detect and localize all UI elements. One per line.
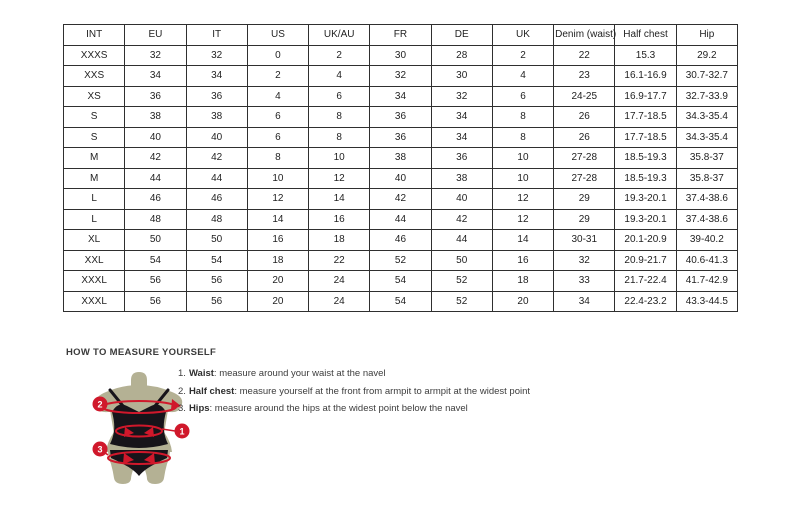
table-cell: 42: [431, 209, 492, 230]
table-cell: 15.3: [615, 45, 676, 66]
table-cell: 37.4-38.6: [676, 189, 737, 210]
table-cell: 36: [370, 107, 431, 128]
table-cell: 20: [492, 291, 553, 312]
table-cell: 46: [125, 189, 186, 210]
table-cell: 22: [554, 45, 615, 66]
column-header: IT: [186, 25, 247, 46]
table-cell: 37.4-38.6: [676, 209, 737, 230]
table-cell: 40: [370, 168, 431, 189]
column-header: EU: [125, 25, 186, 46]
table-cell: 40.6-41.3: [676, 250, 737, 271]
table-cell: 10: [492, 168, 553, 189]
table-cell: 10: [247, 168, 308, 189]
column-header: DE: [431, 25, 492, 46]
table-cell: 34.3-35.4: [676, 127, 737, 148]
table-row: [64, 271, 738, 292]
table-cell: M: [64, 168, 125, 189]
table-cell: 32: [554, 250, 615, 271]
table-cell: 6: [309, 86, 370, 107]
column-header: Denim (waist): [554, 25, 615, 46]
table-cell: 20.9-21.7: [615, 250, 676, 271]
table-cell: XXS: [64, 66, 125, 87]
table-row: [64, 107, 738, 128]
measure-step-half-chest: [178, 387, 530, 397]
table-row: [64, 291, 738, 312]
table-cell: 8: [309, 107, 370, 128]
table-cell: 36: [370, 127, 431, 148]
table-cell: 8: [247, 148, 308, 169]
table-row: [64, 148, 738, 169]
table-cell: 36: [125, 86, 186, 107]
table-cell: 50: [125, 230, 186, 251]
table-cell: 36: [186, 86, 247, 107]
table-row: [64, 230, 738, 251]
table-cell: 14: [492, 230, 553, 251]
table-cell: 10: [309, 148, 370, 169]
table-cell: 29: [554, 189, 615, 210]
table-cell: 12: [247, 189, 308, 210]
table-cell: 34: [431, 127, 492, 148]
table-cell: 2: [309, 45, 370, 66]
table-row: [64, 127, 738, 148]
table-cell: 48: [125, 209, 186, 230]
table-row: [64, 66, 738, 87]
table-cell: 46: [370, 230, 431, 251]
table-cell: 14: [247, 209, 308, 230]
table-cell: 18: [247, 250, 308, 271]
table-cell: 2: [492, 45, 553, 66]
table-cell: 12: [492, 209, 553, 230]
table-cell: XXXL: [64, 271, 125, 292]
table-cell: S: [64, 127, 125, 148]
table-cell: 19.3-20.1: [615, 189, 676, 210]
table-cell: 4: [309, 66, 370, 87]
table-cell: L: [64, 189, 125, 210]
step-text: : measure around your waist at the navel: [213, 368, 386, 379]
table-cell: 4: [492, 66, 553, 87]
table-cell: 56: [125, 271, 186, 292]
table-cell: 22.4-23.2: [615, 291, 676, 312]
table-cell: 44: [431, 230, 492, 251]
table-cell: 20: [247, 291, 308, 312]
table-cell: 38: [186, 107, 247, 128]
table-cell: 22: [309, 250, 370, 271]
column-header: FR: [370, 25, 431, 46]
column-header: US: [247, 25, 308, 46]
table-cell: 40: [431, 189, 492, 210]
table-cell: 36: [431, 148, 492, 169]
table-cell: 0: [247, 45, 308, 66]
step-text: : measure yourself at the front from armpit to armpit at the widest point: [234, 385, 531, 397]
table-cell: 18: [309, 230, 370, 251]
table-cell: 34: [125, 66, 186, 87]
table-cell: 6: [492, 86, 553, 107]
measure-section-title: HOW TO MEASURE YOURSELF: [66, 347, 217, 358]
table-cell: 42: [125, 148, 186, 169]
table-cell: XXXS: [64, 45, 125, 66]
table-cell: 34: [186, 66, 247, 87]
step-text: : measure around the hips at the widest point below the navel: [209, 403, 468, 414]
column-header: INT: [64, 25, 125, 46]
table-cell: 38: [370, 148, 431, 169]
table-cell: 52: [431, 271, 492, 292]
table-cell: 8: [492, 127, 553, 148]
size-chart-body: [64, 45, 738, 312]
table-cell: 24-25: [554, 86, 615, 107]
table-cell: 24: [309, 271, 370, 292]
table-cell: 16: [247, 230, 308, 251]
column-header: UK/AU: [309, 25, 370, 46]
table-cell: 52: [370, 250, 431, 271]
table-cell: 12: [309, 168, 370, 189]
table-cell: XXXL: [64, 291, 125, 312]
table-cell: 52: [431, 291, 492, 312]
table-cell: 34.3-35.4: [676, 107, 737, 128]
table-cell: 50: [431, 250, 492, 271]
table-cell: 27-28: [554, 148, 615, 169]
table-cell: 26: [554, 107, 615, 128]
table-cell: 54: [186, 250, 247, 271]
table-cell: 29.2: [676, 45, 737, 66]
table-cell: XS: [64, 86, 125, 107]
table-cell: 44: [125, 168, 186, 189]
table-cell: 41.7-42.9: [676, 271, 737, 292]
table-cell: 56: [186, 271, 247, 292]
table-cell: 32: [370, 66, 431, 87]
size-chart-header: [64, 25, 738, 46]
table-cell: 8: [492, 107, 553, 128]
table-cell: 10: [492, 148, 553, 169]
table-cell: 19.3-20.1: [615, 209, 676, 230]
table-cell: 42: [370, 189, 431, 210]
table-cell: 8: [309, 127, 370, 148]
table-cell: 54: [370, 291, 431, 312]
table-cell: 14: [309, 189, 370, 210]
table-cell: 6: [247, 107, 308, 128]
table-cell: XL: [64, 230, 125, 251]
measure-step-hips: [178, 404, 530, 414]
table-cell: 35.8-37: [676, 148, 737, 169]
table-cell: 16: [309, 209, 370, 230]
table-cell: 20: [247, 271, 308, 292]
table-cell: 40: [125, 127, 186, 148]
measure-steps: [178, 369, 530, 422]
header-row: [64, 25, 738, 46]
table-cell: 44: [186, 168, 247, 189]
table-cell: 30: [431, 66, 492, 87]
table-cell: 17.7-18.5: [615, 107, 676, 128]
table-row: [64, 209, 738, 230]
table-cell: 35.8-37: [676, 168, 737, 189]
table-row: [64, 168, 738, 189]
step-number: 2.: [178, 385, 186, 397]
table-cell: 34: [554, 291, 615, 312]
table-cell: 16.9-17.7: [615, 86, 676, 107]
table-cell: 16.1-16.9: [615, 66, 676, 87]
table-cell: 39-40.2: [676, 230, 737, 251]
table-cell: 54: [125, 250, 186, 271]
table-row: [64, 250, 738, 271]
step-label: Waist: [188, 368, 214, 379]
step-label: Half chest: [188, 385, 235, 397]
table-cell: 21.7-22.4: [615, 271, 676, 292]
table-cell: 34: [431, 107, 492, 128]
table-cell: 43.3-44.5: [676, 291, 737, 312]
step-number: 3.: [178, 403, 186, 414]
table-cell: 46: [186, 189, 247, 210]
table-cell: 48: [186, 209, 247, 230]
column-header: Hip: [676, 25, 737, 46]
table-row: [64, 45, 738, 66]
step-number: 1.: [178, 368, 186, 379]
table-cell: 56: [125, 291, 186, 312]
table-cell: 27-28: [554, 168, 615, 189]
table-cell: 2: [247, 66, 308, 87]
table-cell: 38: [431, 168, 492, 189]
table-cell: 17.7-18.5: [615, 127, 676, 148]
table-cell: 18.5-19.3: [615, 148, 676, 169]
table-cell: 32: [431, 86, 492, 107]
table-cell: 44: [370, 209, 431, 230]
table-cell: M: [64, 148, 125, 169]
hips-badge-number: 3: [97, 444, 103, 455]
table-cell: 32: [186, 45, 247, 66]
table-cell: 54: [370, 271, 431, 292]
table-cell: 26: [554, 127, 615, 148]
table-cell: L: [64, 209, 125, 230]
table-row: [64, 189, 738, 210]
table-cell: 12: [492, 189, 553, 210]
table-cell: 20.1-20.9: [615, 230, 676, 251]
measure-step-waist: [178, 369, 530, 379]
table-cell: 23: [554, 66, 615, 87]
table-cell: 38: [125, 107, 186, 128]
table-cell: 16: [492, 250, 553, 271]
table-cell: 18.5-19.3: [615, 168, 676, 189]
table-cell: 30: [370, 45, 431, 66]
table-cell: 32: [125, 45, 186, 66]
column-header: Half chest: [615, 25, 676, 46]
table-cell: 34: [370, 86, 431, 107]
table-cell: 50: [186, 230, 247, 251]
table-cell: S: [64, 107, 125, 128]
table-cell: 4: [247, 86, 308, 107]
table-row: [64, 86, 738, 107]
table-cell: 33: [554, 271, 615, 292]
table-cell: 24: [309, 291, 370, 312]
table-cell: 29: [554, 209, 615, 230]
table-cell: 6: [247, 127, 308, 148]
table-cell: 30-31: [554, 230, 615, 251]
column-header: UK: [492, 25, 553, 46]
waist-badge-number: 1: [179, 426, 185, 437]
table-cell: 32.7-33.9: [676, 86, 737, 107]
table-cell: XXL: [64, 250, 125, 271]
table-cell: 42: [186, 148, 247, 169]
table-cell: 56: [186, 291, 247, 312]
table-cell: 28: [431, 45, 492, 66]
table-cell: 30.7-32.7: [676, 66, 737, 87]
table-cell: 18: [492, 271, 553, 292]
chest-badge-number: 2: [97, 399, 103, 410]
size-chart-table: [63, 24, 738, 312]
table-cell: 40: [186, 127, 247, 148]
step-label: Hips: [188, 403, 210, 414]
